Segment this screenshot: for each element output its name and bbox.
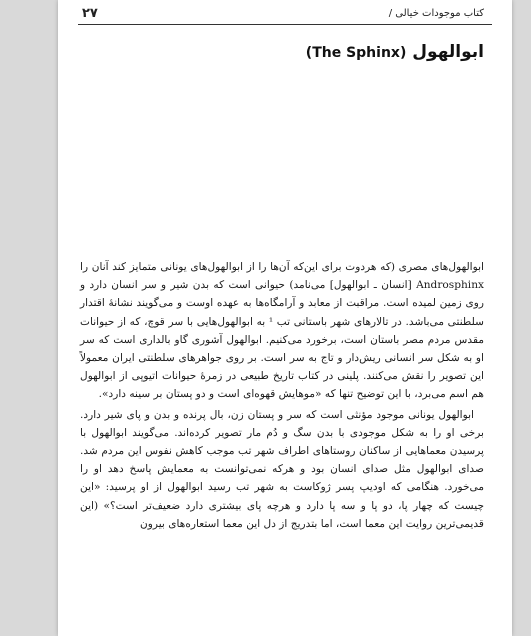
entry-title	[86, 42, 484, 62]
entry-title-persian: ابوالهول	[412, 42, 484, 62]
running-header-title: کتاب موجودات خیالی /	[388, 8, 484, 19]
paragraph-egyptian-sphinx: ابوالهول‌های مصری (که هردوت برای این‌که آن‌ها را از ابوالهول‌های یونانی متمایز کند آنان را Androsphinx [انسان ـ ابوالهول] می‌نامد) حیوانی است که بدن شیر و سر انسان دارد و روی زمین لمیده است. مراقبت از معابد و آرامگاه‌ها به عهده اوست و می‌گویند نشانهٔ اقتدار سلطنتی می‌باشد. در تالارهای شهر باستانی تب ¹ به ابوالهول‌هایی با سر قوچ، که از حیوانات مقدس مردم مصر باستان است، برخورد می‌کنیم. ابوالهول آشوری گاو بالداری است که سر او به شکل سر انسانی ریش‌دار و تاج به سر است. بر روی جواهرهای سلطنتی ایران معمولاً این تصویر را نقش می‌کنند. پلینی در کتاب تاریخ طبیعی در زمرهٔ حیوانات اتیوپی از ابوالهول هم اسم می‌برد، با این توضیح تنها که «موهایش قهوه‌ای است و دو پستان بر سینه دارد».	[80, 261, 484, 401]
page-number: ۲۷	[82, 6, 98, 21]
paragraph-greek-sphinx: ابوالهول یونانی موجود مؤنثی است که سر و پستان زن، بال پرنده و بدن و پای شیر دارد. برخی او را به شکل موجودی با بدن سگ و دُم مار تصویر کرده‌اند. می‌گویند ابوالهول با پرسیدن معماهایی از ساکنان روستاهای اطراف شهر تب موجب کاهش نفوس این مردم شد. صدای ابوالهول مثل صدای انسان بود و هرکه نمی‌توانست به معمایش پاسخ دهد او را می‌خورد. هنگامی که اودیپ پسر ژوکاست به شهر تب رسید ابوالهول از او پرسید: «این چیست که چهار پا، دو پا و سه پا دارد و هرچه پای بیشتری دارد ضعیف‌تر است؟» (این قدیمی‌ترین روایت این معما است، اما بتدریج از دل این معما استعاره‌های بیرون	[80, 408, 484, 530]
entry-body	[80, 258, 484, 535]
entry-title-english: (The Sphinx)	[305, 45, 407, 61]
book-page	[58, 0, 512, 636]
page-header	[58, 6, 512, 24]
header-divider	[78, 24, 492, 25]
illustration-area	[78, 74, 492, 260]
